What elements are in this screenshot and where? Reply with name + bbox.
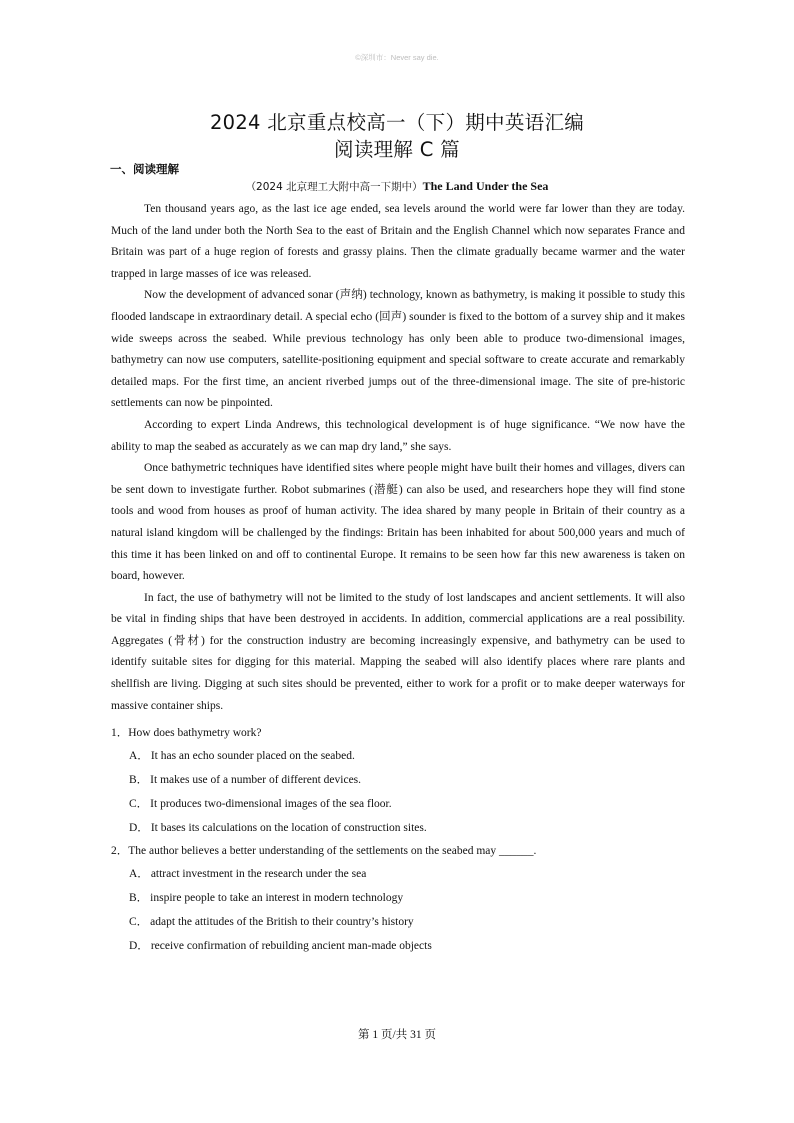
question-1 bbox=[111, 722, 685, 840]
section-heading: 一、阅读理解 bbox=[110, 162, 179, 176]
option-text: It bases its calculations on the location of construction sites. bbox=[150, 822, 427, 834]
passage-heading bbox=[0, 179, 794, 194]
option-text: inspire people to take an interest in modern technology bbox=[150, 892, 404, 904]
passage-title: The Land Under the Sea bbox=[422, 179, 549, 193]
question-number: 2． bbox=[111, 845, 129, 857]
option-text: adapt the attitudes of the British to their country’s history bbox=[150, 916, 414, 928]
answer-option bbox=[111, 792, 685, 816]
option-text: It produces two-dimensional images of the sea floor. bbox=[150, 798, 392, 810]
passage-paragraph: Now the development of advanced sonar (声纳) technology, known as bathymetry, is making it possible to study this flooded landscape in extraordinary detail. A special echo (回声) sounder is fixed to the bottom of a survey ship and it makes wide sweeps across the seabed. While previous technology has only been able to produce two-dimensional images, bathymetry can now use computers, satellite-positioning equipment and special software to create accurate and remarkably detailed maps. For the first time, an ancient riverbed jumps out of the three-dimensional image. The site of pre-historic settlements can now be pinpointed. bbox=[111, 289, 685, 410]
document-title-line2: 阅读理解 C 篇 bbox=[334, 138, 460, 161]
answer-option bbox=[111, 886, 685, 910]
option-text: receive confirmation of rebuilding ancient man-made objects bbox=[150, 940, 432, 952]
option-letter: D． bbox=[129, 940, 149, 952]
answer-option bbox=[111, 934, 685, 958]
option-text: attract investment in the research under the sea bbox=[150, 868, 367, 880]
option-text: It has an echo sounder placed on the seabed. bbox=[150, 750, 355, 762]
question-2 bbox=[111, 840, 685, 958]
option-letter: B． bbox=[129, 774, 149, 786]
question-list bbox=[111, 722, 685, 958]
answer-option bbox=[111, 744, 685, 768]
option-letter: B． bbox=[129, 892, 149, 904]
passage-paragraph: Ten thousand years ago, as the last ice age ended, sea levels around the world were far lower than they are today. Much of the land under both the North Sea to the east of Britain and the English Channel which now separates France and Britain was part of a huge region of forests and grassy plains. Then the climate gradually became warmer and the water trapped in large masses of ice was released. bbox=[111, 203, 685, 280]
watermark: ©深圳市：Never say die. bbox=[355, 53, 439, 62]
answer-option bbox=[111, 862, 685, 886]
answer-option bbox=[111, 910, 685, 934]
passage-source: （2024 北京理工大附中高一下期中） bbox=[245, 181, 423, 193]
answer-option bbox=[111, 768, 685, 792]
option-letter: C． bbox=[129, 798, 149, 810]
question-text: The author believes a better understanding of the settlements on the seabed may ______. bbox=[128, 845, 537, 857]
option-letter: C． bbox=[129, 916, 149, 928]
option-letter: A． bbox=[129, 750, 149, 762]
question-stem bbox=[111, 840, 685, 862]
question-text: How does bathymetry work? bbox=[128, 727, 262, 739]
passage-body bbox=[111, 199, 685, 717]
answer-option bbox=[111, 816, 685, 840]
passage-paragraph: According to expert Linda Andrews, this technological development is of huge significance. “We now have the ability to map the seabed as accurately as we can map dry land,” she says. bbox=[111, 418, 685, 453]
document-title-line1: 2024 北京重点校高一（下）期中英语汇编 bbox=[209, 111, 585, 134]
passage-paragraph: Once bathymetric techniques have identified sites where people might have built their homes and villages, divers can be sent down to investigate further. Robot submarines (潜艇) can also be used, and researchers hope they will find stone tools and wood from houses as proof of human activity. The idea shared by many people in Britain of their country as a natural island kingdom will be challenged by the findings: Britain has been inhabited for about 500,000 years and much of this time it has been linked on and off to continental Europe. It remains to be seen how far this new awareness is taken on board, however. bbox=[111, 462, 685, 583]
option-letter: A． bbox=[129, 868, 149, 880]
page-number: 第 1 页/共 31 页 bbox=[358, 1029, 436, 1041]
option-letter: D． bbox=[129, 822, 149, 834]
question-number: 1． bbox=[111, 727, 129, 739]
question-stem bbox=[111, 722, 685, 744]
passage-paragraph: In fact, the use of bathymetry will not be limited to the study of lost landscapes and ancient settlements. It will also be vital in finding ships that have been destroyed in accidents. In addition, commercial applications are a real possibility. Aggregates (骨材) for the construction industry are becoming increasingly expensive, and bathymetry can be used to identify suitable sites for digging for this material. Mapping the seabed will also identify places where rare plants and shellfish are living. Digging at such sites should be prevented, either to work for a profit or to make deeper waterways for massive container ships. bbox=[111, 591, 685, 712]
option-text: It makes use of a number of different devices. bbox=[150, 774, 362, 786]
